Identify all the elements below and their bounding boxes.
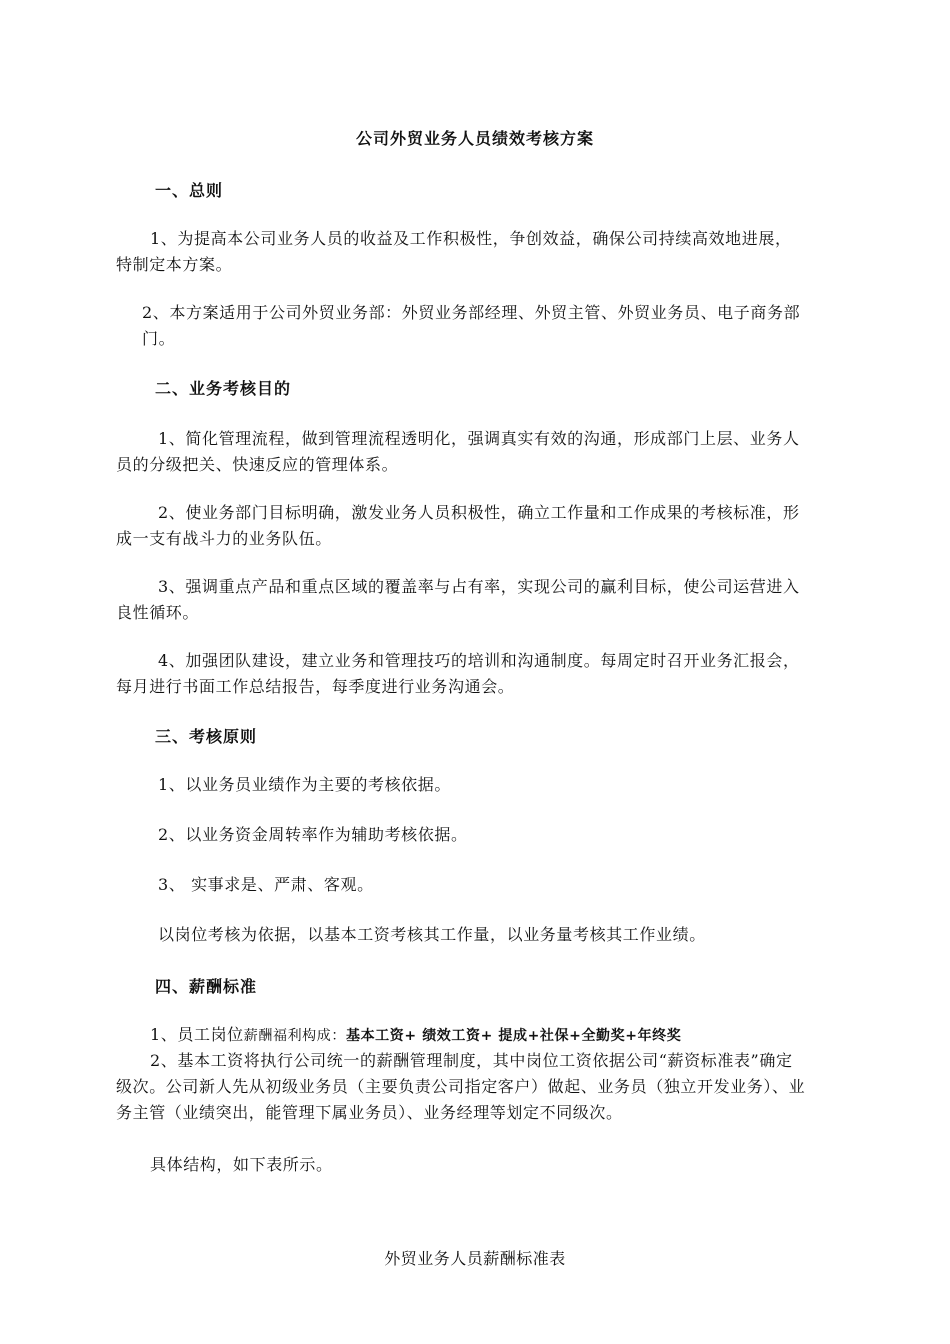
paragraph: 2、以业务资金周转率作为辅助考核依据。 (158, 825, 468, 844)
salary-item-formula: 基本工资+ 绩效工资+ 提成+社保+全勤奖+年终奖 (345, 1028, 682, 1044)
paragraph-salary-composition (116, 1022, 806, 1049)
salary-item-label: 薪酬福利构成： (243, 1028, 346, 1044)
paragraph: 2、基本工资将执行公司统一的薪酬管理制度，其中岗位工资依据公司“薪资标准表”确定级次。公司新人先从初级业务员（主要负责公司指定客户）做起、业务员（独立开发业务）、业务主管（业绩突出，能管理下属业务员）、业务经理等划定不同级次。 (116, 1051, 806, 1122)
section-heading-purpose: 二、业务考核目的 (155, 379, 292, 398)
paragraph: 4、加强团队建设，建立业务和管理技巧的培训和沟通制度。每周定时召开业务汇报会，每月进行书面工作总结报告，每季度进行业务沟通会。 (116, 651, 800, 696)
paragraph: 2、本方案适用于公司外贸业务部：外贸业务部经理、外贸主管、外贸业务员、电子商务部门。 (142, 303, 801, 348)
table-caption: 外贸业务人员薪酬标准表 (384, 1249, 566, 1268)
paragraph: 2、使业务部门目标明确，激发业务人员积极性，确立工作量和工作成果的考核标准，形成一支有战斗力的业务队伍。 (116, 503, 800, 548)
paragraph: 1、为提高本公司业务人员的收益及工作积极性，争创效益，确保公司持续高效地进展，特制定本方案。 (116, 229, 792, 274)
section-heading-general: 一、总则 (155, 181, 224, 200)
paragraph: 1、以业务员业绩作为主要的考核依据。 (158, 775, 451, 794)
salary-item-prefix: 1、员工岗位 (150, 1025, 244, 1044)
section-heading-salary: 四、薪酬标准 (155, 977, 258, 996)
paragraph: 具体结构，如下表所示。 (150, 1155, 333, 1174)
paragraph: 3、 实事求是、严肃、客观。 (158, 875, 374, 894)
document-title: 公司外贸业务人员绩效考核方案 (355, 129, 594, 148)
paragraph: 3、强调重点产品和重点区域的覆盖率与占有率，实现公司的赢利目标，使公司运营进入良性循环。 (116, 577, 800, 622)
paragraph: 以岗位考核为依据，以基本工资考核其工作量，以业务量考核其工作业绩。 (158, 925, 706, 944)
paragraph: 1、简化管理流程，做到管理流程透明化，强调真实有效的沟通，形成部门上层、业务人员的分级把关、快速反应的管理体系。 (116, 429, 800, 474)
section-heading-principles: 三、考核原则 (155, 727, 258, 746)
